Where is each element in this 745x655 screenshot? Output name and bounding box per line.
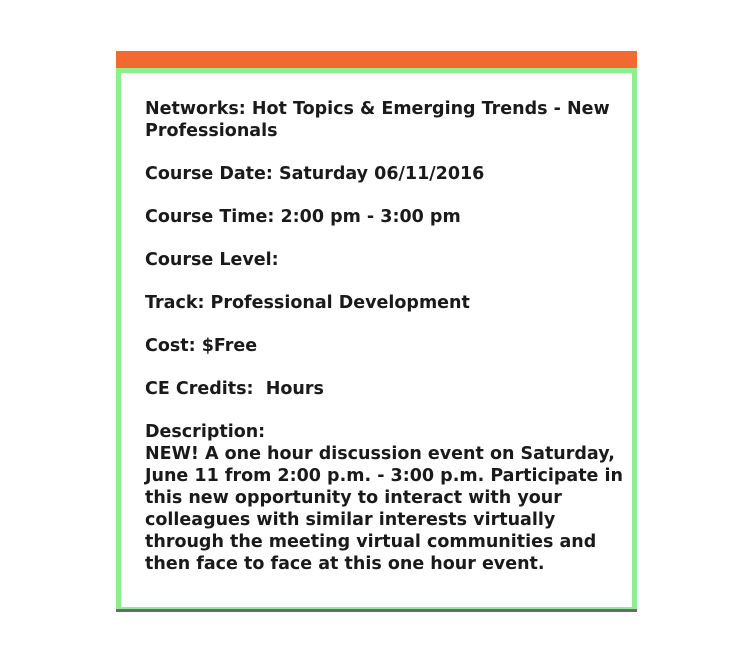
course-time: Course Time: 2:00 pm - 3:00 pm [145, 207, 461, 227]
course-detail-popup [116, 51, 637, 612]
course-description [145, 421, 625, 575]
course-ce-credits: CE Credits: Hours [145, 379, 324, 399]
description-label: Description: [145, 422, 266, 442]
course-track: Track: Professional Development [145, 293, 470, 313]
popup-header-bar [116, 51, 637, 68]
popup-bottom-edge [116, 609, 637, 612]
course-title: Networks: Hot Topics & Emerging Trends - New Professionals [145, 99, 610, 141]
course-date: Course Date: Saturday 06/11/2016 [145, 164, 485, 184]
course-detail-content [145, 98, 625, 596]
description-text: NEW! A one hour discussion event on Saturday, June 11 from 2:00 p.m. - 3:00 p.m. Participate in this new opportunity to interact with your colleagues with similar interests virtually through the meeting virtual communities and then face to face at this one hour event. [145, 444, 623, 574]
course-level: Course Level: [145, 250, 279, 270]
course-detail-panel [116, 68, 637, 612]
course-cost: Cost: $Free [145, 336, 258, 356]
